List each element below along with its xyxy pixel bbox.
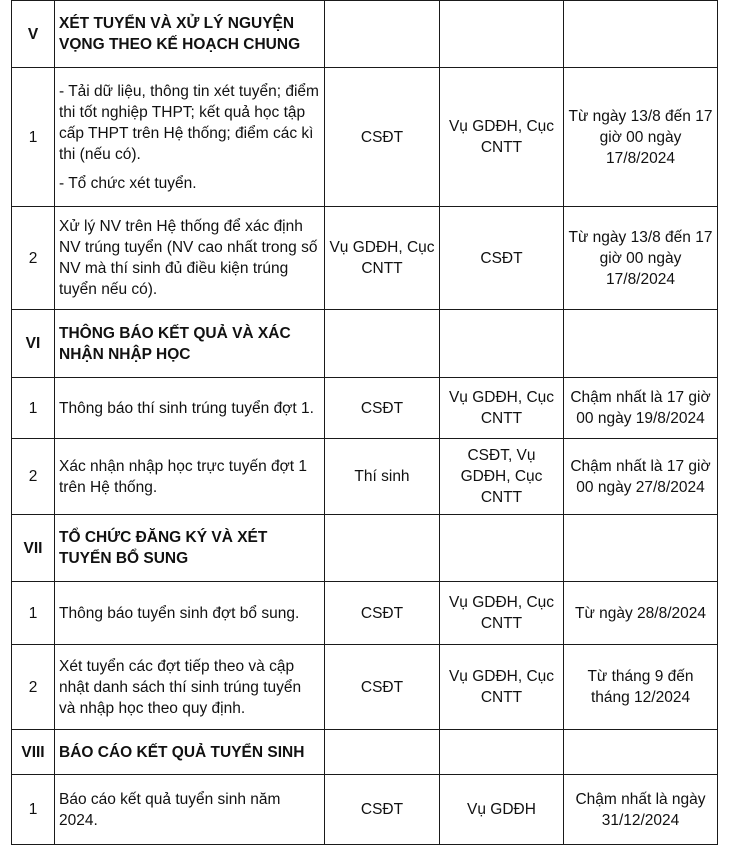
section-header-row (12, 730, 718, 775)
lead-unit: CSĐT (325, 645, 440, 730)
table-row (12, 68, 718, 207)
coordinating-unit: Vụ GDĐH, Cục CNTT (440, 378, 564, 439)
task-paragraph: Xác nhận nhập học trực tuyến đợt 1 trên Hệ thống. (59, 457, 308, 496)
section-number: V (12, 1, 55, 68)
section-header-row (12, 1, 718, 68)
section-title: XÉT TUYỂN VÀ XỬ LÝ NGUYỆN VỌNG THEO KẾ HOẠCH CHUNG (55, 1, 325, 68)
task-description (55, 68, 325, 207)
task-paragraph: - Tải dữ liệu, thông tin xét tuyển; điểm thi tốt nghiệp THPT; kết quả học tập cấp THPT trên Hệ thống; điểm các kì thi (nếu có). (59, 82, 319, 163)
table-row (12, 378, 718, 439)
lead-unit: CSĐT (325, 68, 440, 207)
task-paragraph: Xử lý NV trên Hệ thống để xác định NV trúng tuyển (NV cao nhất trong số NV mà thí sinh đủ điều kiện trúng tuyển nếu có). (59, 218, 318, 298)
task-description (55, 207, 325, 310)
empty-cell (564, 730, 718, 775)
coordinating-unit: Vụ GDĐH (440, 775, 564, 845)
section-number: VI (12, 310, 55, 378)
deadline: Chậm nhất là 17 giờ 00 ngày 19/8/2024 (564, 378, 718, 439)
row-number: 1 (12, 68, 55, 207)
section-header-row (12, 310, 718, 378)
coordinating-unit: Vụ GDĐH, Cục CNTT (440, 582, 564, 645)
empty-cell (325, 515, 440, 582)
deadline: Từ ngày 13/8 đến 17 giờ 00 ngày 17/8/2024 (564, 207, 718, 310)
task-paragraph: - Tổ chức xét tuyển. (59, 174, 197, 192)
empty-cell (440, 515, 564, 582)
task-paragraph: Xét tuyển các đợt tiếp theo và cập nhật danh sách thí sinh trúng tuyển và nhập học theo quy định. (59, 657, 302, 717)
empty-cell (564, 515, 718, 582)
empty-cell (440, 310, 564, 378)
lead-unit: CSĐT (325, 775, 440, 845)
table-row (12, 207, 718, 310)
task-description (55, 439, 325, 515)
section-number: VII (12, 515, 55, 582)
coordinating-unit: Vụ GDĐH, Cục CNTT (440, 68, 564, 207)
row-number: 1 (12, 378, 55, 439)
table-row (12, 582, 718, 645)
deadline: Từ tháng 9 đến tháng 12/2024 (564, 645, 718, 730)
task-paragraph: Thông báo tuyển sinh đợt bổ sung. (59, 604, 300, 622)
section-number: VIII (12, 730, 55, 775)
coordinating-unit: Vụ GDĐH, Cục CNTT (440, 645, 564, 730)
task-paragraph: Báo cáo kết quả tuyển sinh năm 2024. (59, 790, 281, 829)
empty-cell (440, 730, 564, 775)
task-description (55, 775, 325, 845)
task-description (55, 645, 325, 730)
table-row (12, 775, 718, 845)
row-number: 2 (12, 439, 55, 515)
coordinating-unit: CSĐT (440, 207, 564, 310)
section-header-row (12, 515, 718, 582)
empty-cell (564, 1, 718, 68)
schedule-table (11, 0, 718, 845)
task-paragraph: Thông báo thí sinh trúng tuyển đợt 1. (59, 399, 314, 417)
coordinating-unit: CSĐT, Vụ GDĐH, Cục CNTT (440, 439, 564, 515)
empty-cell (440, 1, 564, 68)
deadline: Từ ngày 13/8 đến 17 giờ 00 ngày 17/8/2024 (564, 68, 718, 207)
row-number: 2 (12, 207, 55, 310)
section-title: BÁO CÁO KẾT QUẢ TUYỂN SINH (55, 730, 325, 775)
deadline: Chậm nhất là ngày 31/12/2024 (564, 775, 718, 845)
lead-unit: CSĐT (325, 378, 440, 439)
schedule-table-body (12, 1, 718, 845)
row-number: 1 (12, 582, 55, 645)
lead-unit: CSĐT (325, 582, 440, 645)
empty-cell (325, 1, 440, 68)
empty-cell (325, 730, 440, 775)
section-title: TỔ CHỨC ĐĂNG KÝ VÀ XÉT TUYỂN BỔ SUNG (55, 515, 325, 582)
row-number: 1 (12, 775, 55, 845)
table-row (12, 645, 718, 730)
task-description (55, 378, 325, 439)
table-row (12, 439, 718, 515)
deadline: Chậm nhất là 17 giờ 00 ngày 27/8/2024 (564, 439, 718, 515)
row-number: 2 (12, 645, 55, 730)
task-description (55, 582, 325, 645)
section-title: THÔNG BÁO KẾT QUẢ VÀ XÁC NHẬN NHẬP HỌC (55, 310, 325, 378)
lead-unit: Vụ GDĐH, Cục CNTT (325, 207, 440, 310)
empty-cell (564, 310, 718, 378)
deadline: Từ ngày 28/8/2024 (564, 582, 718, 645)
lead-unit: Thí sinh (325, 439, 440, 515)
empty-cell (325, 310, 440, 378)
